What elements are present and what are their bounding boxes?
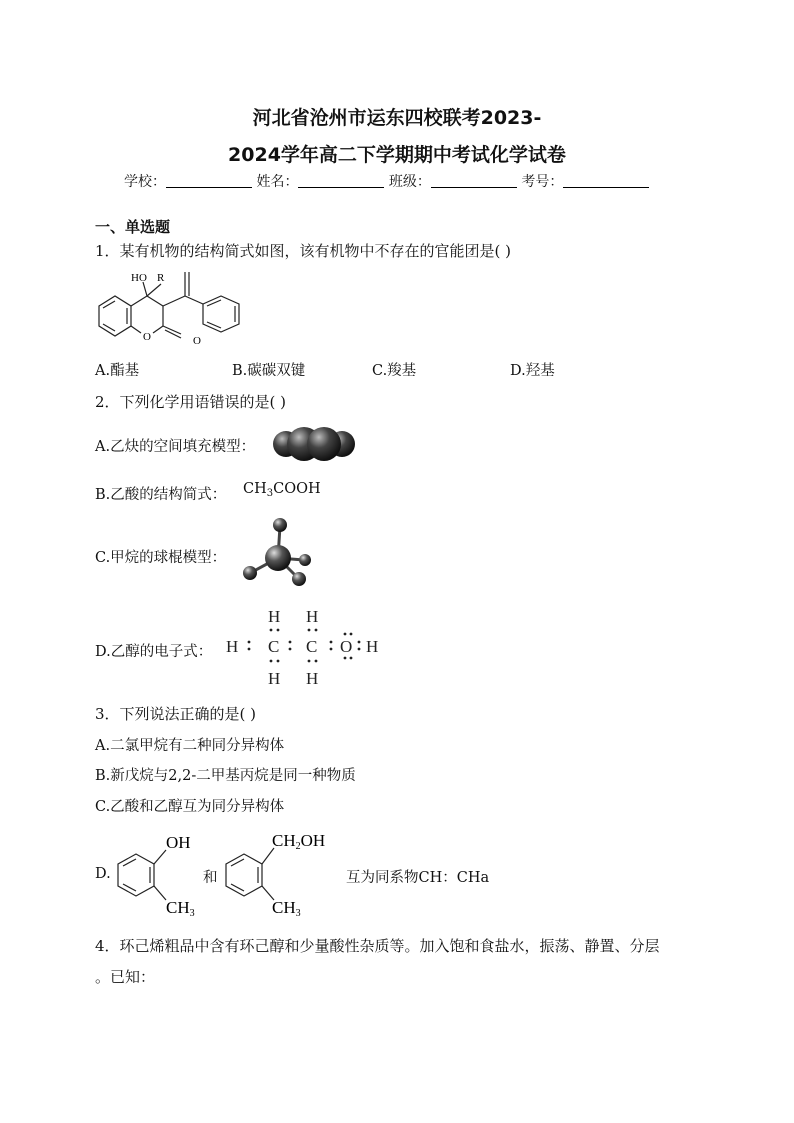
- h-right: H: [366, 637, 379, 656]
- section-heading: 一、单选题: [95, 218, 171, 236]
- mol-r-label: R: [157, 272, 165, 284]
- q3-option-b[interactable]: B.新戊烷与2,2-二甲基丙烷是同一种物质: [95, 768, 356, 784]
- name-field[interactable]: [298, 173, 384, 188]
- mol-ring-o-label: O: [143, 331, 151, 343]
- q1-option-b[interactable]: B.碳碳双键: [232, 363, 306, 379]
- number-label: 考号：: [521, 174, 564, 190]
- c-2: C: [306, 637, 318, 656]
- class-field[interactable]: [431, 173, 517, 188]
- ch3-label-2: CH3: [272, 898, 301, 919]
- formula-cooh: COOH: [273, 481, 321, 497]
- acetic-acid-formula: [243, 481, 321, 499]
- acetylene-space-filling-model: [270, 422, 358, 466]
- ch3-label: CH3: [166, 898, 195, 919]
- benzyl-alcohol-structure: [220, 826, 350, 920]
- school-field[interactable]: [166, 173, 252, 188]
- exam-title-line1: 河北省沧州市运东四校联考2023-: [252, 107, 542, 129]
- formula-ch: CH: [243, 481, 267, 497]
- q2-option-d[interactable]: D.乙醇的电子式：: [95, 644, 213, 660]
- methane-ball-and-stick-model: [236, 512, 316, 592]
- q3-option-d[interactable]: D.: [95, 866, 111, 882]
- q3-option-a[interactable]: A.二氯甲烷有二种同分异构体: [95, 738, 285, 754]
- o-atom: O: [340, 637, 353, 656]
- o-cresol-structure: [110, 828, 206, 920]
- school-label: 学校：: [124, 174, 166, 190]
- q3-option-c[interactable]: C.乙酸和乙醇互为同分异构体: [95, 799, 285, 815]
- question-1-structure: [95, 268, 265, 350]
- student-info-line: [124, 171, 649, 191]
- formula-sub-3: 3: [266, 488, 274, 499]
- name-label: 姓名：: [256, 174, 299, 190]
- question-2-stem: 2．下列化学用语错误的是( ): [95, 393, 287, 411]
- question-3-stem: 3．下列说法正确的是( ): [95, 705, 257, 723]
- ethanol-electron-formula: [222, 604, 388, 690]
- question-1-stem: 1．某有机物的结构简式如图，该有机物中不存在的官能团是( ): [95, 242, 512, 260]
- c-1: C: [268, 637, 280, 656]
- exam-title-line2: 2024学年高二下学期期中考试化学试卷: [228, 144, 566, 166]
- h-bottom-1: H: [268, 669, 281, 688]
- question-4-line2: 。已知：: [95, 968, 156, 986]
- class-label: 班级：: [388, 174, 431, 190]
- q3-option-d-suffix: 互为同系物CH：CHa: [346, 870, 490, 886]
- h-top-1: H: [268, 607, 281, 626]
- h-left: H: [226, 637, 239, 656]
- mol-ho-label: HO: [131, 272, 147, 284]
- q1-option-d[interactable]: D.羟基: [510, 363, 555, 379]
- and-connector: 和: [203, 870, 218, 886]
- oh-label: OH: [166, 833, 191, 852]
- h-top-2: H: [306, 607, 319, 626]
- q2-option-c[interactable]: C.甲烷的球棍模型：: [95, 550, 227, 566]
- q2-option-a[interactable]: A.乙炔的空间填充模型：: [95, 439, 256, 455]
- q1-option-c[interactable]: C.羧基: [372, 363, 417, 379]
- number-field[interactable]: [563, 173, 649, 188]
- q2-option-b[interactable]: B.乙酸的结构简式：: [95, 487, 227, 503]
- h-bottom-2: H: [306, 669, 319, 688]
- question-4-line1: 4．环己烯粗品中含有环己醇和少量酸性杂质等。加入饱和食盐水，振荡、静置、分层: [95, 937, 660, 955]
- ch2oh-label: CH2OH: [272, 831, 326, 852]
- q1-option-a[interactable]: A.酯基: [95, 363, 140, 379]
- mol-carbonyl-o-label: O: [193, 335, 201, 347]
